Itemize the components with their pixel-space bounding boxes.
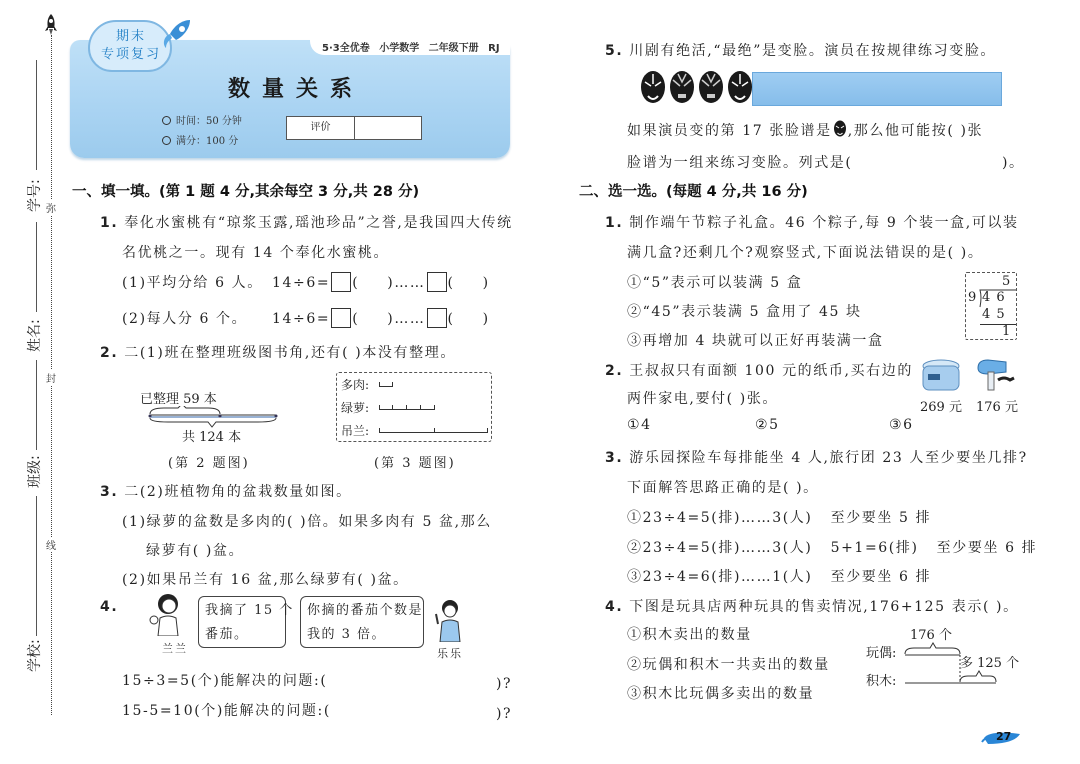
name-label: 姓名:	[27, 319, 43, 352]
dolls-count-label: 176 个	[910, 628, 952, 643]
figure-toys-comparison	[866, 622, 1036, 692]
bubble-line: 我的 3 倍。	[307, 627, 387, 642]
succulent-label: 多肉:	[341, 378, 370, 392]
series-label: 5·3全优卷 小学数学 二年级下册 RJ	[322, 43, 500, 54]
product: 4 5	[982, 307, 1006, 322]
opera-mask-icon	[669, 70, 695, 106]
student-id-label: 学号:	[27, 179, 43, 212]
q-text: 脸谱为一组来练习变脸。列式是(	[627, 155, 853, 171]
long-division	[965, 272, 1017, 340]
answer-box[interactable]	[427, 272, 447, 292]
s2-q2-option1[interactable]: ①4	[627, 417, 652, 433]
q-text: 二(1)班在整理班级图书角,还有( )本没有整理。	[124, 345, 456, 361]
paren: (	[352, 311, 360, 327]
kid-name-lele: 乐乐	[437, 647, 463, 660]
page-number: 27	[996, 730, 1012, 743]
s2-q4-option3[interactable]: ③积木比玩偶多卖出的数量	[627, 686, 815, 702]
answer-box[interactable]	[427, 308, 447, 328]
spider-plant-label: 吊兰:	[341, 424, 370, 438]
s2-q3-option3[interactable]: ③23÷4=6(排)……1(人) 至少要坐 6 排	[627, 569, 932, 585]
opera-mask-icon	[640, 70, 666, 106]
evaluation-box	[286, 116, 422, 140]
speech-bubble-lanlan	[198, 596, 294, 648]
q-text: 王叔叔只有面额 100 元的纸币,买右边的	[629, 363, 913, 379]
time-text: 时间：50 分钟	[176, 116, 242, 127]
q-num: 1.	[100, 215, 119, 231]
s1-q1-part2	[122, 308, 490, 328]
opera-mask-icon	[832, 120, 848, 138]
remainder: 1	[1002, 324, 1011, 339]
s1-q3-part1-line1: (1)绿萝的盆数是多肉的( )倍。如果多肉有 5 盆,那么	[122, 514, 492, 530]
hidden-pattern-strip	[752, 72, 1002, 106]
pothos-bar	[379, 405, 393, 410]
pothos-bar	[407, 405, 421, 410]
evaluation-label: 评价	[287, 117, 355, 139]
q-text: 制作端午节粽子礼盒。46 个粽子,每 9 个装一盒,可以装	[629, 215, 1019, 231]
s1-q4-tail1: )?	[496, 676, 513, 692]
s2-q3-line2: 下面解答思路正确的是( )。	[627, 480, 819, 496]
ellipsis: ……	[394, 311, 426, 327]
q-text: 奉化水蜜桃有“琼浆玉露,瑶池珍品”之誉,是我国四大传统	[124, 215, 513, 231]
paren: )	[387, 275, 395, 291]
seal-char: 弥	[46, 200, 56, 215]
score-text: 满分：100 分	[176, 136, 239, 147]
s2-q1-option2[interactable]: ②“45”表示装满 5 盒用了 45 块	[627, 304, 862, 320]
q-text: 下图是玩具店两种玩具的售卖情况,176+125 表示( )。	[629, 599, 1019, 615]
s1-q4-tail2: )?	[496, 706, 513, 722]
q-num: 3.	[605, 450, 624, 466]
evaluation-blank[interactable]	[355, 117, 421, 139]
s2-q1-line1	[605, 212, 1019, 232]
kid-name-lanlan: 兰兰	[162, 642, 188, 655]
s2-q3-line1	[605, 447, 1028, 467]
seal-char: 封	[46, 370, 56, 385]
q-text: 游乐园探险车每排能坐 4 人,旅行团 23 人至少要坐几排?	[629, 450, 1028, 466]
girl-lanlan-icon	[148, 592, 188, 636]
s1-q4-num	[100, 599, 124, 615]
speech-bubble-lele	[300, 596, 424, 648]
s1-q5-line3-end: )。	[1002, 155, 1025, 171]
line-segment-diagram	[148, 406, 278, 428]
section2-heading: 二、选一选。(每题 4 分,共 16 分)	[579, 184, 808, 200]
s1-q1-line2: 名优桃之一。现有 14 个奉化水蜜桃。	[122, 245, 390, 261]
expr: 14÷6=	[272, 275, 331, 291]
q-text: 川剧有绝活,“最绝”是变脸。演员在按规律练习变脸。	[629, 43, 997, 59]
division-expr	[272, 272, 490, 292]
answer-box[interactable]	[331, 308, 351, 328]
figure-caption-q3: (第 3 题图)	[374, 456, 456, 471]
s1-q4-expr2: 15-5=10(个)能解决的问题:(	[122, 703, 331, 719]
paren: )	[482, 275, 490, 291]
s2-q4-option1[interactable]: ①积木卖出的数量	[627, 627, 752, 643]
s2-q1-option3[interactable]: ③再增加 4 块就可以正好再装满一盒	[627, 333, 884, 349]
badge-line2: 专项复习	[100, 47, 161, 62]
s1-q5-line3	[627, 152, 852, 172]
q-num: 2.	[605, 363, 624, 379]
opera-mask-icon	[698, 70, 724, 106]
q-num: 2.	[100, 345, 119, 361]
quotient: 5	[1002, 274, 1011, 289]
price-hair-dryer: 176 元	[976, 400, 1018, 415]
spider-plant-bar	[435, 428, 488, 433]
rice-cooker-icon	[920, 358, 962, 394]
page-title: 数量关系	[228, 77, 365, 102]
division-expr	[272, 308, 490, 328]
price-rice-cooker: 269 元	[920, 400, 962, 415]
opera-masks	[640, 70, 753, 110]
s2-q4-line1	[605, 596, 1019, 616]
school-line	[36, 496, 37, 636]
s1-q5-line2	[627, 120, 983, 140]
rocket-icon	[44, 14, 58, 36]
class-label: 班级:	[27, 455, 43, 488]
check-icon	[162, 136, 171, 145]
time-limit	[162, 112, 242, 127]
division-rule	[980, 324, 1016, 325]
more-label: 多 125 个	[960, 656, 1020, 671]
q-text: ,那么他可能按( )张	[847, 123, 984, 139]
s1-q3	[100, 481, 352, 501]
s2-q2-option2[interactable]: ②5	[755, 417, 780, 433]
pothos-label: 绿萝:	[341, 401, 370, 415]
rocket-logo-icon	[160, 18, 194, 52]
organized-label: 已整理 59 本	[140, 392, 217, 407]
q-text: 如果演员变的第 17 张脸谱是	[627, 123, 832, 139]
pothos-bar	[393, 405, 407, 410]
paren: )	[387, 311, 395, 327]
s1-q1-part1	[122, 272, 490, 292]
s1-q2	[100, 342, 456, 362]
s1-q4-expr1: 15÷3=5(个)能解决的问题:(	[122, 673, 328, 689]
name-line	[36, 222, 37, 312]
hair-dryer-icon	[974, 358, 1018, 394]
s2-q3-option2[interactable]: ②23÷4=5(排)……3(人) 5+1=6(排) 至少要坐 6 排	[627, 540, 1038, 556]
class-line	[36, 360, 37, 450]
dolls-label: 玩偶:	[866, 646, 897, 661]
ellipsis: ……	[394, 275, 426, 291]
figure-caption-q2: (第 2 题图)	[168, 456, 250, 471]
school-label: 学校:	[27, 639, 43, 672]
figure-q2	[140, 388, 280, 448]
bubble-line: 你摘的番茄个数是	[307, 603, 424, 618]
s1-q3-part2: (2)如果吊兰有 16 盆,那么绿萝有( )盆。	[122, 572, 409, 588]
boy-lele-icon	[432, 598, 464, 642]
bubble-line: 我摘了 15 个	[205, 603, 294, 618]
figure-q3	[336, 372, 492, 442]
total-label: 共 124 本	[182, 430, 242, 445]
q-num: 4.	[605, 599, 624, 615]
divisor: 9	[968, 290, 977, 305]
s2-q1-line2: 满几盒?还剩几个?观察竖式,下面说法错误的是( )。	[627, 245, 984, 261]
s1-q1-line1	[100, 212, 513, 232]
s2-q4-option2[interactable]: ②玩偶和积木一共卖出的数量	[627, 657, 830, 673]
s2-q2-option3[interactable]: ③6	[889, 417, 914, 433]
s1-q5-line1	[605, 40, 996, 60]
s2-q2-line1	[605, 360, 913, 380]
binding-margin	[0, 0, 70, 764]
s2-q1-option1[interactable]: ①“5”表示可以装满 5 盒	[627, 275, 803, 291]
full-score	[162, 132, 238, 147]
succulent-bar	[379, 382, 393, 387]
blocks-label: 积木:	[866, 674, 897, 689]
paren: (	[447, 311, 455, 327]
student-id-line	[36, 60, 37, 170]
section1-heading: 一、填一填。(第 1 题 4 分,其余每空 3 分,共 28 分)	[72, 184, 420, 200]
paren: (	[447, 275, 455, 291]
bubble-line: 番茄。	[205, 627, 249, 642]
part-label: (1)平均分给 6 人。	[122, 275, 263, 291]
q-num: 4.	[100, 599, 119, 615]
q-num: 5.	[605, 43, 624, 59]
seal-char: 线	[46, 537, 56, 552]
q-num: 1.	[605, 215, 624, 231]
part-label: (2)每人分 6 个。	[122, 311, 248, 327]
paren: )	[482, 311, 490, 327]
q-text: 二(2)班植物角的盆栽数量如图。	[124, 484, 352, 500]
pothos-bar	[421, 405, 435, 410]
clock-icon	[162, 116, 171, 125]
dividend: 4 6	[982, 290, 1006, 305]
paren: (	[352, 275, 360, 291]
s1-q3-part1-line2: 绿萝有( )盆。	[146, 543, 245, 559]
q-num: 3.	[100, 484, 119, 500]
opera-mask-icon	[727, 70, 753, 106]
s2-q3-option1[interactable]: ①23÷4=5(排)……3(人) 至少要坐 5 排	[627, 510, 932, 526]
spider-plant-bar	[379, 428, 435, 433]
badge-line1: 期末	[115, 29, 146, 44]
s2-q2-line2: 两件家电,要付( )张。	[627, 391, 779, 407]
answer-box[interactable]	[331, 272, 351, 292]
expr: 14÷6=	[272, 311, 331, 327]
